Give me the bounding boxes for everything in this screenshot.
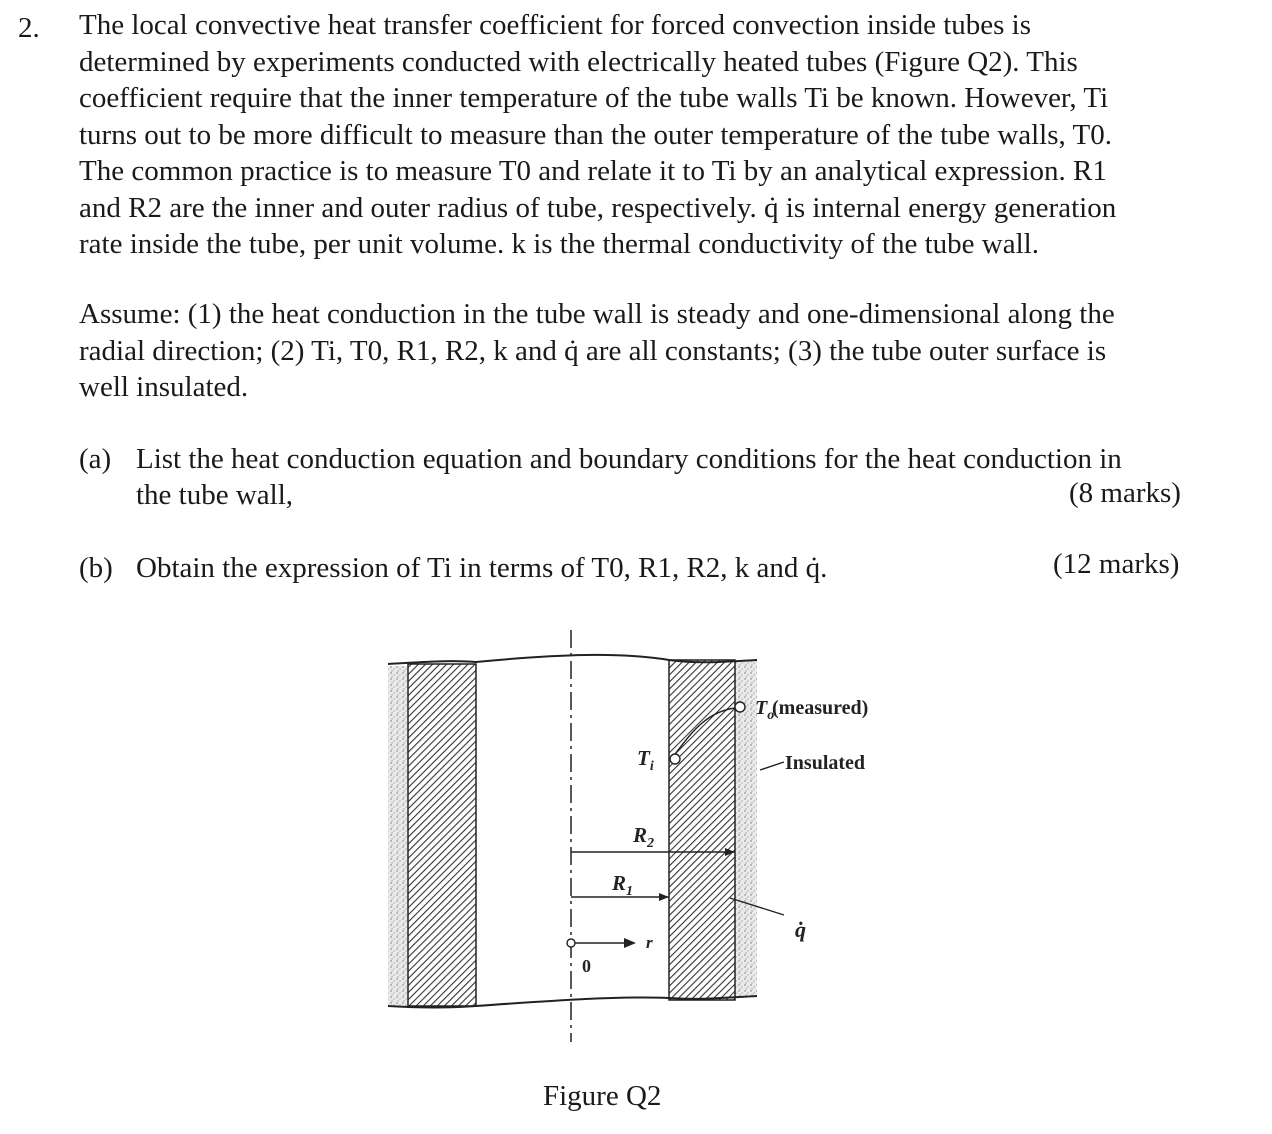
intro-line: coefficient require that the inner temperature of the tube walls Ti be known. However, Ti: [79, 82, 1109, 114]
ti-sensor: [670, 754, 680, 764]
intro-line: and R2 are the inner and outer radius of tube, respectively. q̇ is internal energy generation: [79, 191, 1117, 224]
insulated-label: Insulated: [785, 752, 866, 774]
r-axis-label: r: [646, 933, 653, 952]
ti-label: $T_i$: [637, 746, 654, 774]
right-tube-wall: [669, 660, 735, 1000]
intro-line: determined by experiments conducted with electrically heated tubes (Figure Q2). This: [79, 45, 1078, 78]
figure-caption: Figure Q2: [543, 1080, 662, 1112]
part-b-text: Obtain the expression of Ti in terms of T0, R1, R2, k and q̇.: [136, 552, 828, 584]
part-a-text-2: the tube wall,: [136, 479, 294, 511]
question-number: 2.: [18, 12, 40, 44]
assume-line: well insulated.: [79, 371, 249, 403]
origin-marker: [567, 939, 575, 947]
to-measured-label: (measured): [772, 697, 869, 719]
intro-line: turns out to be more difficult to measure than the outer temperature of the tube walls, T0.: [79, 118, 1112, 151]
insulated-leader: [760, 762, 784, 770]
part-a-text: List the heat conduction equation and boundary conditions for the heat conduction in: [136, 443, 1122, 475]
left-insulation: [388, 666, 408, 1006]
intro-line: The common practice is to measure T0 and relate it to Ti by an analytical expression. R1: [79, 155, 1107, 187]
to-label-symbol: $T_o$: [755, 697, 775, 723]
intro-line: The local convective heat transfer coefficient for forced convection inside tubes is: [79, 9, 1032, 41]
part-b-marks: (12 marks): [1053, 548, 1180, 580]
part-a-label: (a): [79, 443, 112, 475]
assume-line: radial direction; (2) Ti, T0, R1, R2, k and q̇ are all constants; (3) the tube outer surface is: [79, 334, 1107, 367]
part-b-label: (b): [79, 552, 113, 584]
r1-label: $R_1$: [612, 871, 634, 899]
r-axis-arrowhead: [624, 938, 636, 948]
origin-label: 0: [582, 956, 591, 976]
to-sensor: [735, 702, 745, 712]
left-tube-wall: [408, 664, 476, 1006]
intro-line: rate inside the tube, per unit volume. k is the thermal conductivity of the tube wall.: [79, 228, 1039, 260]
assume-line: Assume: (1) the heat conduction in the tube wall is steady and one-dimensional along the: [79, 298, 1115, 330]
part-a-marks: (8 marks): [1069, 477, 1181, 509]
r1-arrowhead: [659, 893, 669, 901]
r2-label: $R_2$: [633, 823, 655, 851]
qdot-label: q̇: [795, 917, 806, 942]
